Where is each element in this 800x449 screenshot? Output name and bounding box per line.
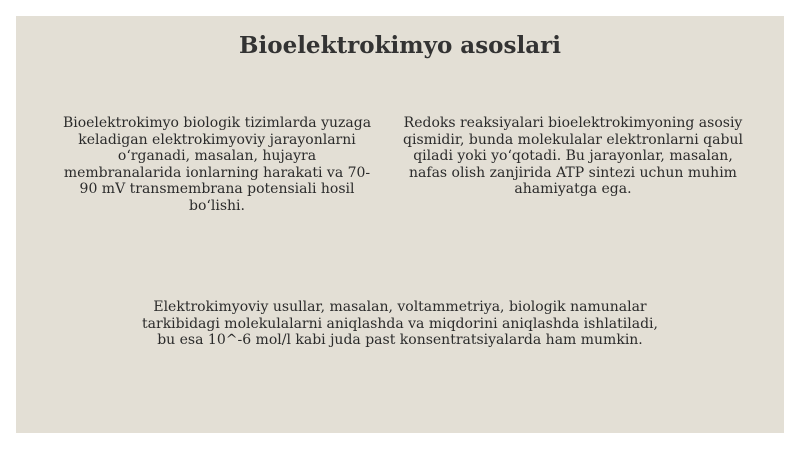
slide-title: Bioelektrokimyo asoslari bbox=[239, 32, 561, 59]
paragraph-bottom: Elektrokimyoviy usullar, masalan, voltammetriya, biologik namunalar tarkibidagi molekulalarni aniqlashda va miqdorini aniqlashda ishlatiladi, bu esa 10^-6 mol/l kabi juda past konsentratsiyalarda ham mumkin. bbox=[142, 299, 658, 348]
paragraph-right: Redoks reaksiyalari bioelektrokimyoning asosiy qismidir, bunda molekulalar elektronlarni qabul qiladi yoki yoʻqotadi. Bu jarayonlar, masalan, nafas olish zanjirida ATP sintezi uchun muhim ahamiyatga ega. bbox=[403, 115, 743, 197]
paragraph-left: Bioelektrokimyo biologik tizimlarda yuzaga keladigan elektrokimyoviy jarayonlarni oʻrganadi, masalan, hujayra membranalarida ionlarning harakati va 70-90 mV transmembrana potensiali hosil boʻlishi. bbox=[62, 115, 372, 214]
slide bbox=[16, 16, 784, 433]
